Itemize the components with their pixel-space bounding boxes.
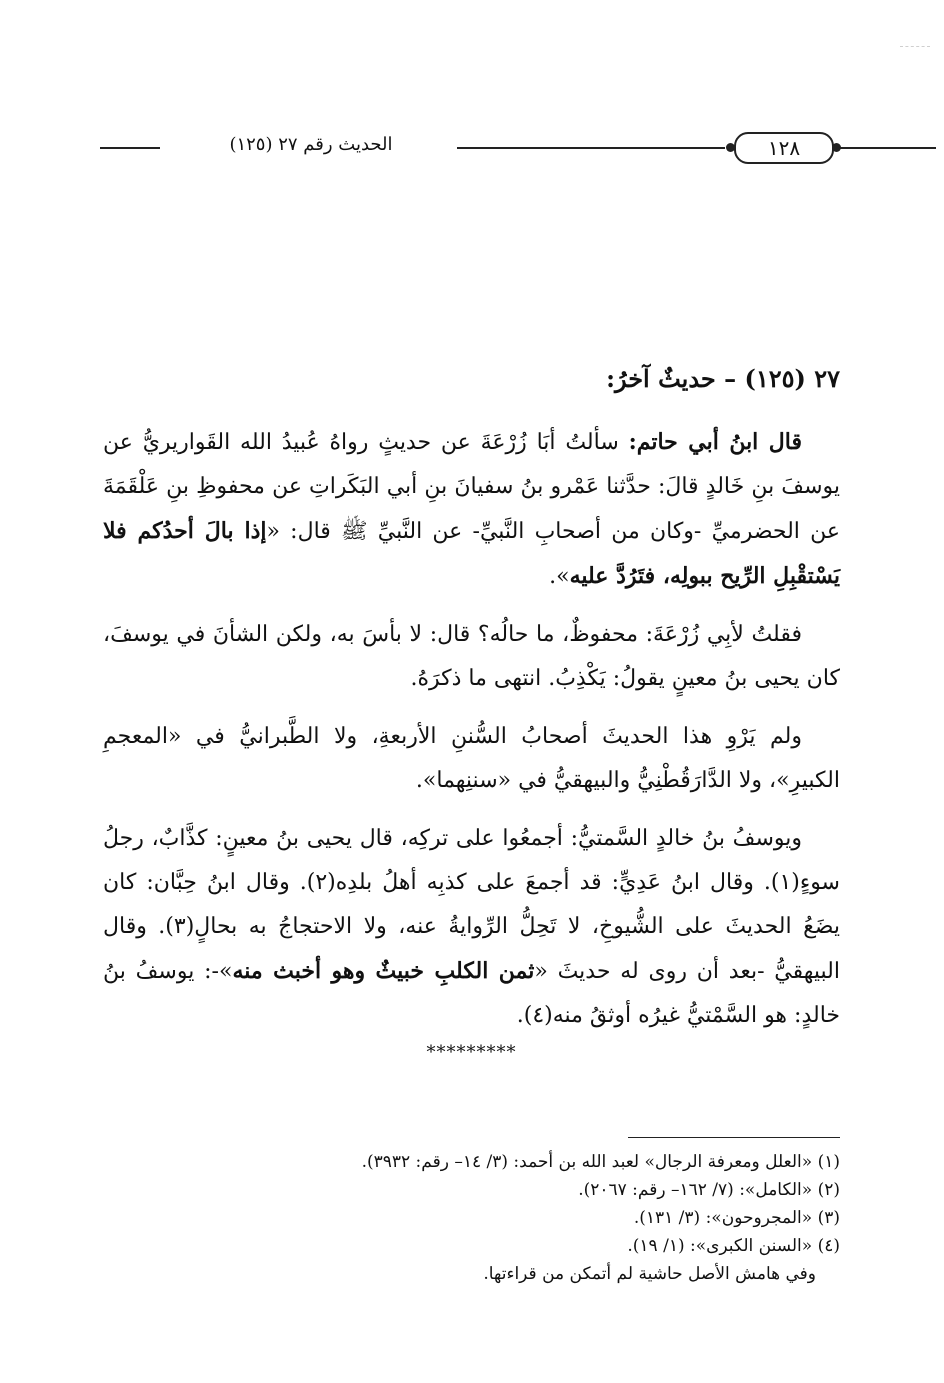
footnote-3: (٣) «المجروحون»: (٣/ ١٣١). xyxy=(633,1208,840,1228)
footnote-4: (٤) «السنن الكبرى»: (١/ ١٩). xyxy=(627,1236,840,1256)
page-header xyxy=(100,130,844,166)
header-rule-right xyxy=(840,147,936,149)
separator-stars: ********* xyxy=(426,1042,517,1063)
footnote-rule xyxy=(628,1137,840,1138)
running-title: الحديث رقم ٢٧ (١٢٥) xyxy=(229,134,393,155)
paragraph-4 xyxy=(103,817,840,1038)
paragraph-1-text: سألتُ أبَا زُرْعَةَ عن حديثٍ رواهُ عُبيدُ الله القَواريريُّ عن يوسفَ بنِ خَالدٍ قالَ: حدَّثنا عَمْرو بنُ سفيانَ بنِ أبي البَكَراتِ عن محفوظِ بنِ عَلْقَمَةَ عن الحضرميِّ -وكان من أصحابِ النَّبيِّ- عن النَّبيِّ ﷺ قال: « xyxy=(103,430,841,544)
footnote-1: (١) «العلل ومعرفة الرجال» لعبد الله بن أحمد: (٣/ ١٤– رقم: ٣٩٣٢). xyxy=(361,1152,840,1172)
paragraph-4-quote: ثمن الكلبِ خبيثٌ وهو أخبث منه xyxy=(232,958,535,984)
paragraph-4-end: »-: يوسفُ بنُ خالدٍ: هو السَّمْتيُّ غيرُه أوثقُ منه(٤). xyxy=(103,959,840,1028)
paragraph-3: ولم يَرْوِ هذا الحديثَ أصحابُ السُّننِ الأربعةِ، ولا الطَّبرانيُّ في «المعجمِ الكبيرِ»، ولا الدَّارَقُطْنِيُّ والبيهقيُّ في «سننِهما». xyxy=(103,724,840,793)
header-rule-middle xyxy=(457,147,725,149)
hadith-quote: إذا بالَ أحدُكم فلا يَسْتقْبِلِ الرِّيح ببولِه، فتَرُدَّ عليه xyxy=(103,518,840,589)
main-text xyxy=(103,352,840,1064)
paragraph-1 xyxy=(103,420,840,599)
footnote-margin-note: وفي هامش الأصل حاشية لم أتمكن من قراءتها. xyxy=(483,1264,816,1284)
paragraph-4-text: ويوسفُ بنُ خالدٍ السَّمتيُّ: أجمعُوا على تركِه، قال يحيى بنُ معينٍ: كذَّابٌ، رجلُ سوءٍ(١). وقال ابنُ عَدِيٍّ: قد أجمعَ على كذبِه أهلُ بلدِه(٢). وقال ابنُ حِبَّان: كان يضَعُ الحديثَ على الشُّيوخِ، لا تَحِلُّ الرِّوايةُ عنه، ولا الاحتجاجُ به بحالٍ(٣). وقال البيهقيُّ -بعد أن روى له حديثَ « xyxy=(103,826,840,984)
paragraph-1-end: ». xyxy=(549,564,570,589)
paragraph-2: فقلتُ لأبِي زُرْعَةَ: محفوظٌ، ما حالُه؟ قال: لا بأسَ به، ولكن الشأنَ في يوسفَ، كان يحيى بنُ معينٍ يقولُ: يَكْذِبُ. انتهى ما ذكرَهُ. xyxy=(103,622,840,691)
hadith-heading: ٢٧ (١٢٥) – حديثٌ آخرُ: xyxy=(606,364,840,393)
scan-mark xyxy=(900,46,930,47)
footnotes xyxy=(300,1148,840,1288)
header-rule-left xyxy=(100,147,160,149)
page-number: ١٢٨ xyxy=(734,132,834,164)
footnote-2: (٢) «الكامل»: (٧/ ١٦٢– رقم: ٢٠٦٧). xyxy=(578,1180,840,1200)
paragraph-1-lead: قال ابنُ أبي حاتم: xyxy=(628,429,802,455)
